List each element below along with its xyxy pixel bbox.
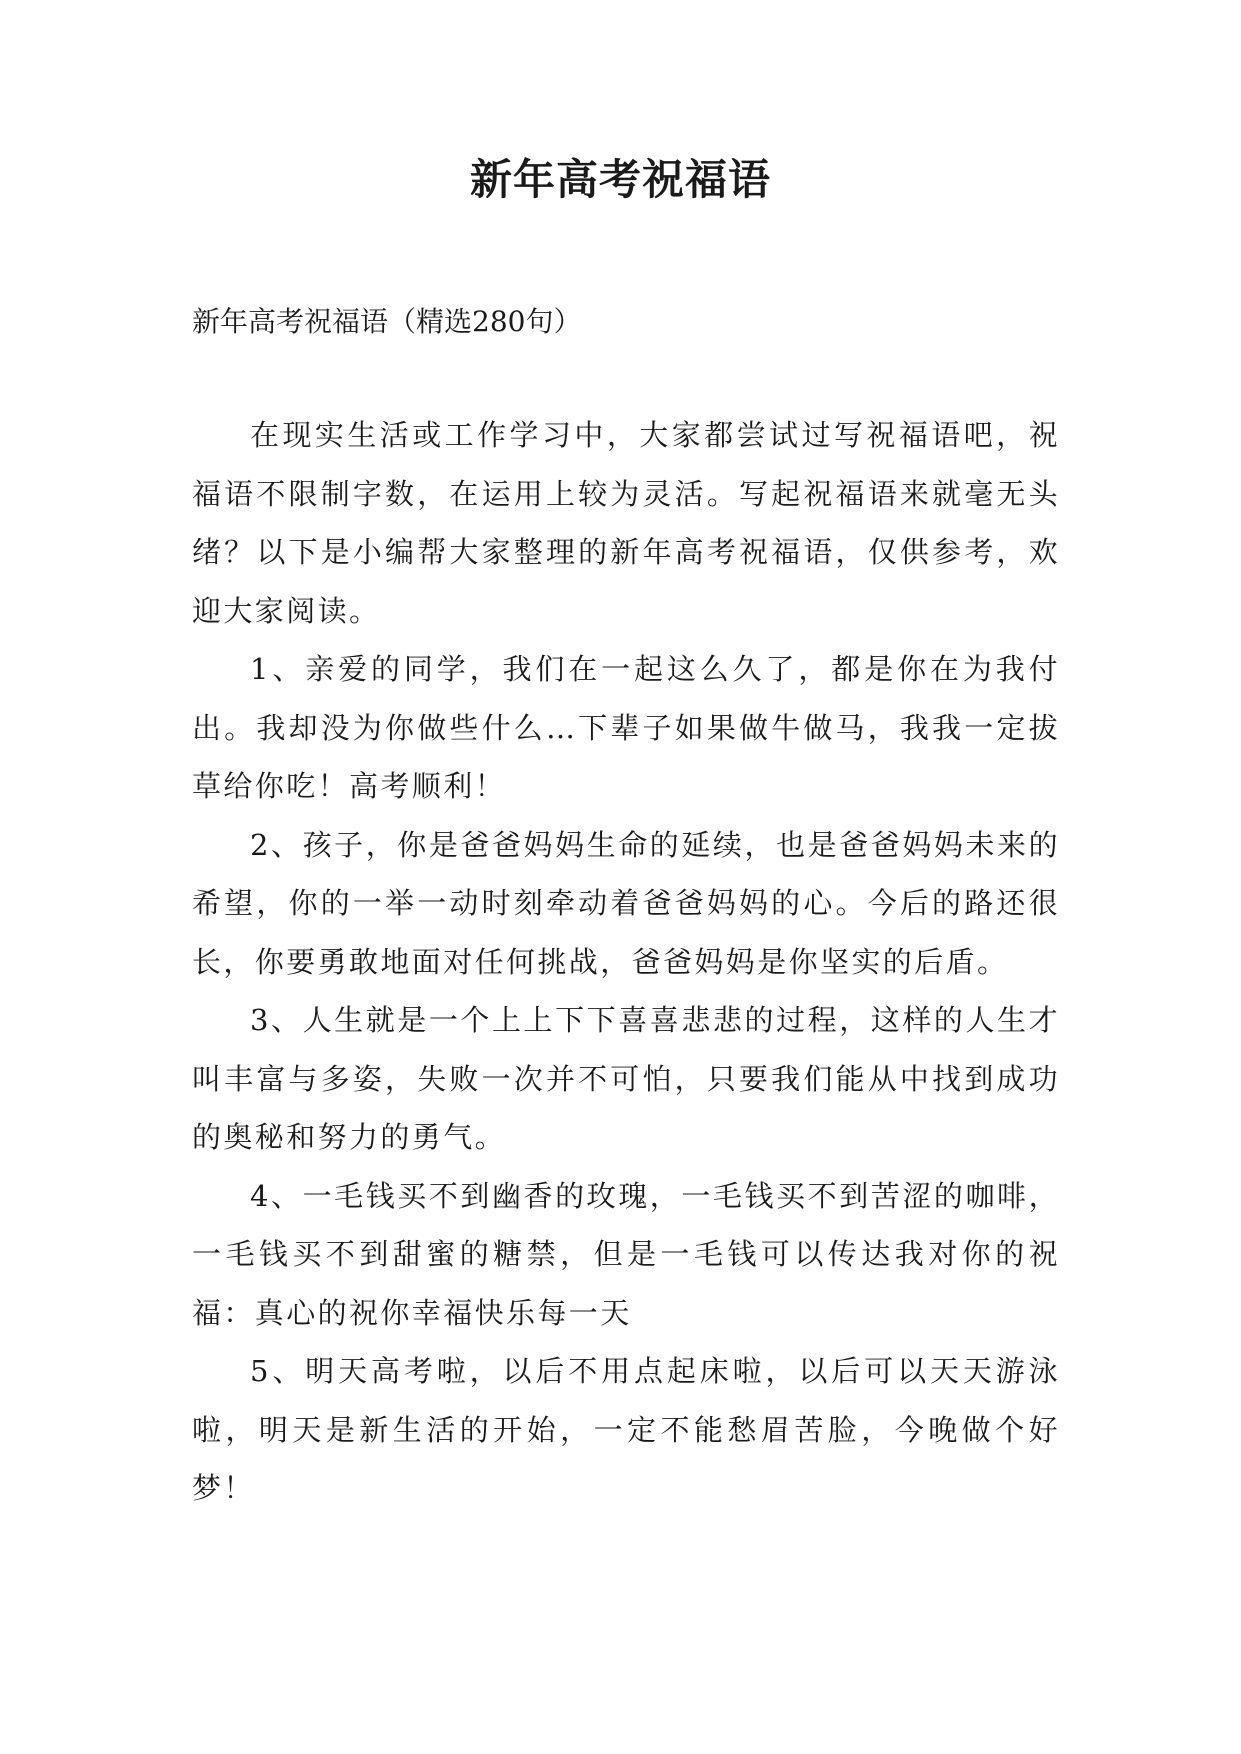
wish-paragraph-5: 5、明天高考啦，以后不用点起床啦，以后可以天天游泳啦，明天是新生活的开始，一定不能愁眉苦脸，今晚做个好梦！ [192,1354,1060,1505]
wish-paragraph-2: 2、孩子，你是爸爸妈妈生命的延续，也是爸爸妈妈未来的希望，你的一举一动时刻牵动着爸爸妈妈的心。今后的路还很长，你要勇敢地面对任何挑战，爸爸妈妈是你坚实的后盾。 [192,827,1060,979]
document-body [192,406,1060,1518]
document-subtitle: 新年高考祝福语（精选280句） [192,305,582,338]
intro-paragraph: 在现实生活或工作学习中，大家都尝试过写祝福语吧，祝福语不限制字数，在运用上较为灵活。写起祝福语来就毫无头绪？以下是小编帮大家整理的新年高考祝福语，仅供参考，欢迎大家阅读。 [192,418,1060,628]
wish-paragraph-4: 4、一毛钱买不到幽香的玫瑰，一毛钱买不到苦涩的咖啡，一毛钱买不到甜蜜的糖禁，但是一毛钱可以传达我对你的祝福：真心的祝你幸福快乐每一天 [192,1178,1060,1330]
wish-paragraph-1: 1、亲爱的同学，我们在一起这么久了，都是你在为我付出。我却没为你做些什么…下辈子如果做牛做马，我我一定拔草给你吃！高考顺利！ [192,652,1060,803]
wish-paragraph-3: 3、人生就是一个上上下下喜喜悲悲的过程，这样的人生才叫丰富与多姿，失败一次并不可怕，只要我们能从中找到成功的奥秘和努力的勇气。 [192,1003,1060,1154]
document-title: 新年高考祝福语 [469,155,771,204]
